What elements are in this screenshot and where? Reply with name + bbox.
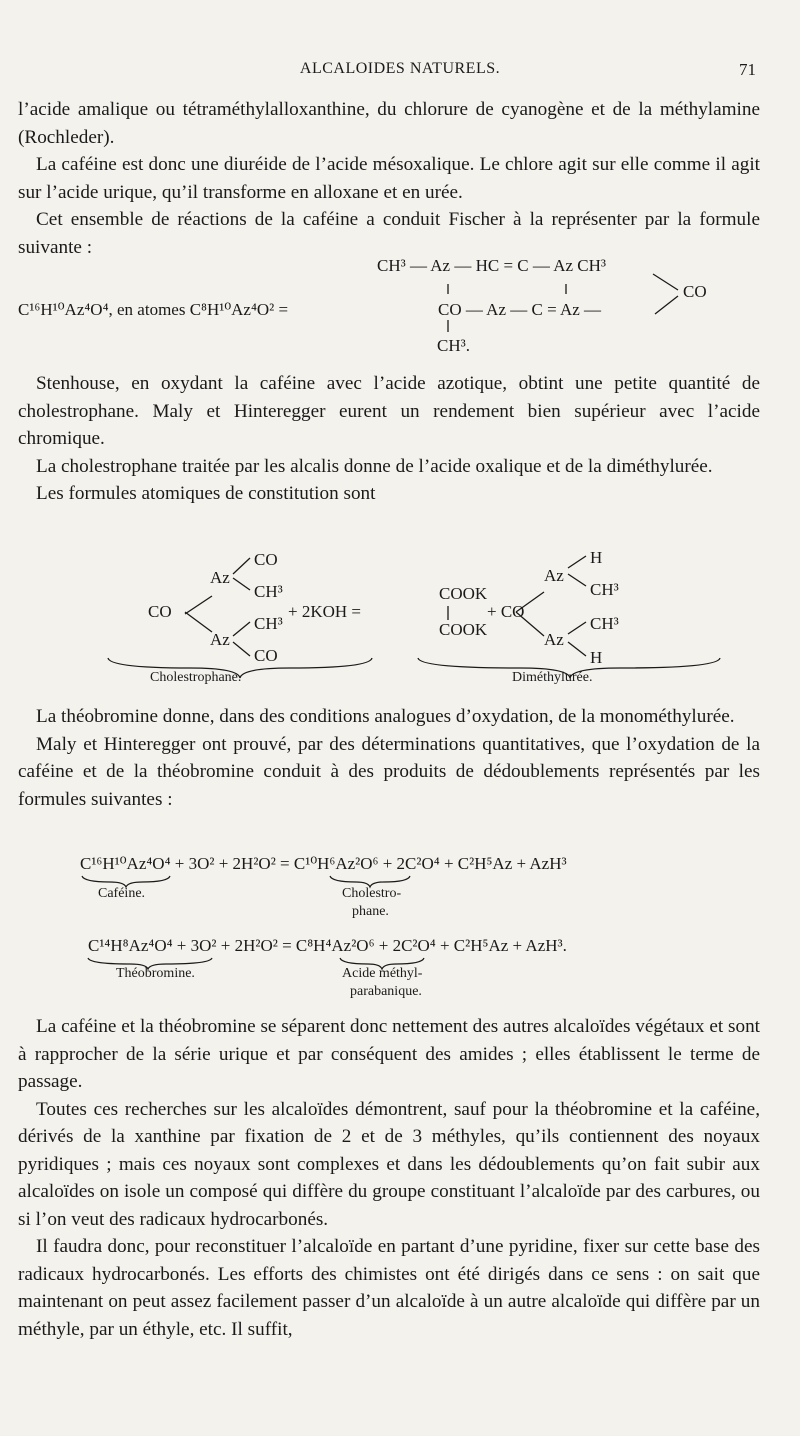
label-cholestrophane-2: phane.: [352, 904, 389, 919]
dim-h-top: H: [590, 548, 603, 567]
constitution-formula: [0, 548, 800, 698]
equation-theobromine: [0, 936, 800, 1006]
plus-co: + CO: [487, 602, 525, 621]
caffeine-carbonyl: CO: [683, 282, 707, 301]
text-block-intro: [18, 96, 760, 261]
constitution-bonds: [0, 548, 800, 698]
label-cafeine: Caféine.: [98, 886, 146, 901]
chol-co-bottom: CO: [254, 646, 278, 665]
cook-top: COOK: [439, 584, 488, 603]
paragraph-7: La théobromine donne, dans des conditions analogues d’oxydation, de la monométhylurée.: [36, 706, 735, 727]
caffeine-top-row: CH³ — Az — HC = C — Az CH³: [377, 256, 606, 275]
caffeine-middle-row: CO — Az — C = Az —: [438, 300, 602, 319]
label-dimethyluree: Diméthylurée.: [512, 670, 593, 685]
text-block-stenhouse: [18, 370, 760, 508]
equation-theobromine-text: C¹⁴H⁸Az⁴O⁴ + 3O² + 2H²O² = C⁸H⁴Az²O⁶ + 2C²O⁴ + C²H⁵Az + AzH³.: [88, 936, 567, 955]
paragraph-5: La cholestrophane traitée par les alcalis donne de l’acide oxalique et de la diméthylurée.: [36, 455, 713, 477]
chol-az-top: Az: [210, 568, 230, 587]
dim-ch3-bottom: CH³: [590, 614, 619, 633]
text-block-theobromine: [18, 703, 760, 813]
caffeine-gross-formula: C¹⁶H¹⁰Az⁴O⁴, en atomes C⁸H¹⁰Az⁴O² =: [18, 300, 289, 319]
dim-ch3-top: CH³: [590, 580, 619, 599]
label-acide-2: parabanique.: [350, 984, 422, 999]
plus-2koh: + 2KOH =: [288, 602, 362, 621]
label-theobromine: Théobromine.: [116, 966, 195, 981]
paragraph-10: Toutes ces recherches sur les alcaloïdes démontrent, sauf pour la théobromine et la caféine, dérivés de la xanthine par fixation de 2 et de 3 méthyles, qu’ils contiennent des noyaux pyridiques ; mais ces noyaux sont complexes et dans les dédoublements qu’on fait subir aux alcaloïdes on isole un composé qui diffère du groupe constituant l’alcaloïde par des carbures, ou si l’on veut des radicaux hydrocarbonés.: [18, 1098, 760, 1230]
label-acide-1: Acide méthyl-: [342, 966, 423, 981]
paragraph-2: La caféine est donc une diuréide de l’acide mésoxalique. Le chlore agit sur elle comme il agit sur l’acide urique, qu’il transforme en alloxane et en urée.: [18, 154, 760, 203]
chol-ch3-top: CH³: [254, 582, 283, 601]
dim-az-bottom: Az: [544, 630, 564, 649]
page-number: 71: [739, 60, 756, 79]
caffeine-structure-formula: [0, 256, 800, 360]
chol-ch3-bottom: CH³: [254, 614, 283, 633]
paragraph-6: Les formules atomiques de constitution sont: [36, 483, 376, 504]
page-header: [0, 60, 800, 84]
chol-az-bottom: Az: [210, 630, 230, 649]
paragraph-1: l’acide amalique ou tétraméthylalloxanthine, du chlorure de cyanogène et de la méthylamine (Rochleder).: [18, 99, 760, 148]
chol-co-left: CO: [148, 602, 172, 621]
text-block-conclusion: [18, 1013, 760, 1343]
paragraph-9: La caféine et la théobromine se séparent donc nettement des autres alcaloïdes végétaux et sont à rapprocher de la série urique et par conséquent des amides ; elles établissent le terme de passage.: [18, 1016, 760, 1092]
paragraph-3: Cet ensemble de réactions de la caféine a conduit Fischer à la représenter par la formule suivante :: [18, 209, 760, 258]
dim-az-top: Az: [544, 566, 564, 585]
cook-bottom: COOK: [439, 620, 488, 639]
equation-caffeine-text: C¹⁶H¹⁰Az⁴O⁴ + 3O² + 2H²O² = C¹⁰H⁶Az²O⁶ + 2C²O⁴ + C²H⁵Az + AzH³: [80, 854, 567, 873]
label-cholestrophane: Cholestrophane.: [150, 670, 242, 685]
dim-h-bottom: H: [590, 648, 603, 667]
equation-caffeine: [0, 854, 800, 924]
paragraph-11: Il faudra donc, pour reconstituer l’alcaloïde en partant d’une pyridine, fixer sur cette base des radicaux hydrocarbonés. Les efforts des chimistes ont été dirigés dans ce sens : on sait que maintenant on peut assez facilement passer d’un alcaloïde à un autre alcaloïde qui diffère par un méthyle, par un éthyle, etc. Il suffit,: [18, 1236, 760, 1340]
running-title: ALCALOIDES NATURELS.: [299, 60, 501, 77]
paragraph-4: Stenhouse, en oxydant la caféine avec l’acide azotique, obtint une petite quantité de cholestrophane. Maly et Hinteregger eurent un rendement bien supérieur avec l’acide chromique.: [18, 373, 760, 449]
chol-co-top: CO: [254, 550, 278, 569]
caffeine-bottom-methyl: CH³.: [437, 336, 470, 355]
paragraph-8: Maly et Hinteregger ont prouvé, par des déterminations quantitatives, que l’oxydation de la caféine et de la théobromine conduit à des produits de dédoublements représentés par les formules suivantes :: [18, 733, 760, 810]
label-cholestrophane-1: Cholestro-: [342, 886, 402, 901]
